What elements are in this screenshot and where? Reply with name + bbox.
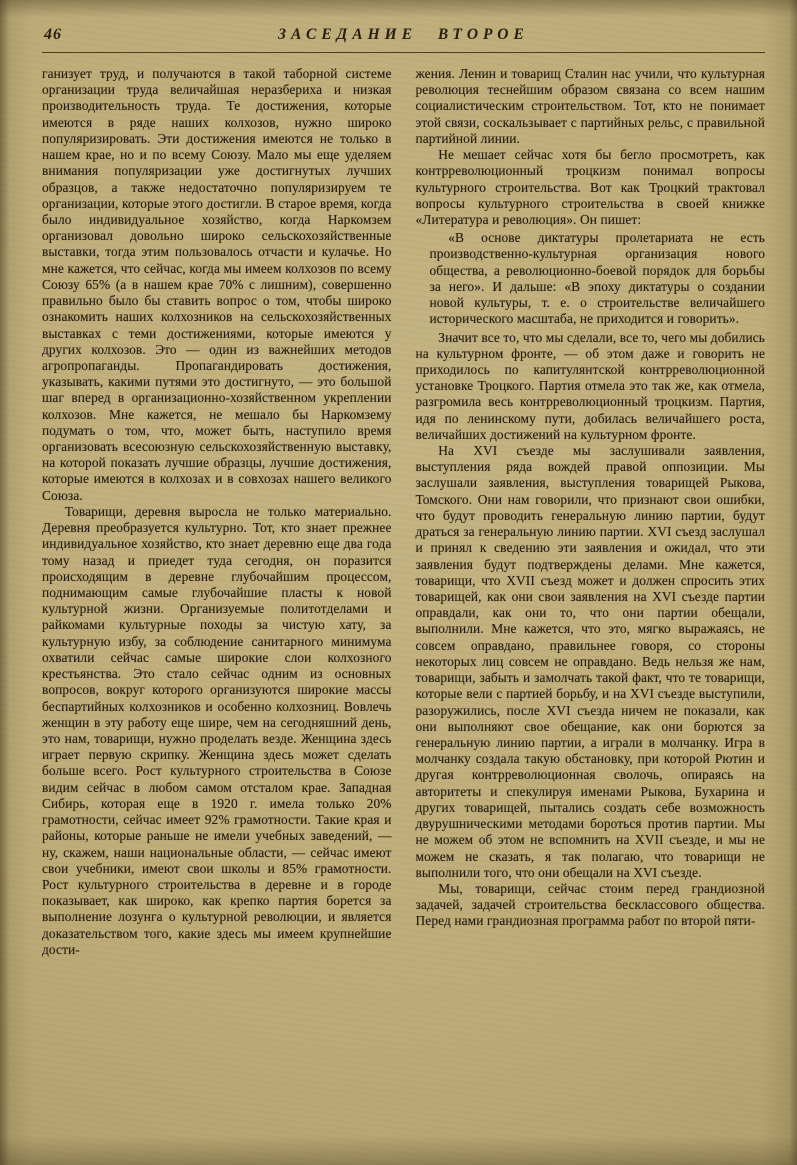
paragraph: Мы, товарищи, сейчас стоим перед грандиозной задачей, задачей строительства бесклассового общества. Перед нами грандиозная программа работ по второй пяти- <box>415 880 765 929</box>
paragraph: На XVI съезде мы заслушивали заявления, выступления ряда вождей правой оппозиции. Мы заслушали заявления, выступления товарищей Рыкова, Томского. Они нам говорили, что признают свои ошибки, что будут проводить генеральную линию партии, будут драться за генеральную линию партии. XVI съезд заслушал и принял к сведению эти заявления и ожидал, что эти заявления будут подтверждены делами. Мне кажется, товарищи, что XVII съезд может и должен спросить этих товарищей, как они свои заявления на XVI съезде партии оправдали, как они то, что они партии обещали, выполнили. Мне кажется, что это, мягко выражаясь, не совсем оправдано, правильнее говоря, со стороны некоторых лиц совсем не оправдано. Ведь нельзя же нам, товарищи, забыть и замолчать такой факт, что те товарищи, которые вели с партией борьбу, и на XVI съезде выступили, разоружились, после XVI съезда ничем не показали, как они выполняют свое обещание, как они борются за генеральную линию партии, а играли в молчанку. Игра в молчанку создала такую обстановку, при которой Рютин и другая контрреволюционная сволочь, опираясь на авторитеты и спекулируя именами Рыкова, Бухарина и других товарищей, пытались создать себе возможность двурушническими методами бороться против партии. Мы не можем об этом не вспомнить на XVII съезде, и мы не можем не сказать, я так полагаю, что товарищи не выполнили того, что они обещали на XVI съезде. <box>415 443 765 880</box>
right-column <box>416 66 766 958</box>
paragraph: жения. Ленин и товарищ Сталин нас учили, что культурная революция теснейшим образом связана со всем нашим социалистическим строительством. Тот, кто не понимает этой связи, соскальзывает с партийных рельс, с правильной партийной линии. <box>415 66 765 146</box>
page-header <box>42 24 765 48</box>
text-columns <box>42 66 765 958</box>
page-number: 46 <box>44 26 62 43</box>
paragraph: Не мешает сейчас хотя бы бегло просмотреть, как контрреволюционный троцкизм понимал вопросы культурного строительства. Вот как Троцкий трактовал вопросы культурного строительства в своей книжке «Литература и революция». Он пишет: <box>415 147 765 227</box>
paragraph: Значит все то, что мы сделали, все то, чего мы добились на культурном фронте, — об этом даже и говорить не приходилось по капитулянтской контрреволюционной установке Троцкого. Партия отмела это так же, как отмела, разгромила весь контрреволюционный троцкизм. Партия, идя по ленинскому пути, добилась величайшего роста, величайших достижений на культурном фронте. <box>415 329 765 442</box>
running-title: ЗАСЕДАНИЕ ВТОРОЕ <box>278 26 529 43</box>
header-rule <box>42 52 765 53</box>
paragraph: Товарищи, деревня выросла не только материально. Деревня преобразуется культурно. Тот, кто знает прежнее индивидуальное хозяйство, кто знает деревню еще два года тому назад и приедет туда сегодня, он поразится происходящим в деревне глубочайшим процессом, поднимающим самые глубочайшие пласты к новой культурной жизни. Организуемые политотделами и райкомами культурные походы за чистую хату, за культурную избу, за соблюдение санитарного минимума охватили сейчас самые широкие слои колхозного крестьянства. Это стало сейчас одним из основных вопросов, вокруг которого организуются широкие массы беспартийных колхозников и особенно колхозниц. Вовлечь женщин в эту работу еще шире, чем на сегодняшний день, это нам, товарищи, нужно проделать везде. Женщина здесь играет первую скрипку. Женщина здесь может сделать больше всего. Рост культурного строительства в Союзе видим сейчас в любом самом отсталом крае. Западная Сибирь, которая еще в 1920 г. имела только 20% грамотности, сейчас имеет 92% грамотности. Такие края и районы, которые раньше не имели учебных заведений, — ну, скажем, наши национальные области, — сейчас имеют свои учебники, имеют свои школы и 85% грамотности. Рост культурного строительства в деревне и в городе показывает, как широко, как крепко партия борется за выполнение лозунга о культурной революции, и является доказательством того, какие здесь мы имеем крупнейшие дости- <box>42 503 392 957</box>
left-column <box>42 66 392 958</box>
paragraph: ганизует труд, и получаются в такой таборной системе организации труда величайшая неразбериха и низкая производительность труда. Те достижения, которые имеются в ряде наших колхозов, нужно широко популяризировать. Эти достижения имеются не только в нашем крае, но и по всему Союзу. Мало мы еще уделяем внимания популяризации уже достигнутых лучших образцов, а также недостаточно популяризируем те организации, которые этого достигли. В старое время, когда было индивидуальное хозяйство, когда Наркомзем организовал довольно широко сельскохозяйственные выставки, тогда этим пользовалось отчасти и кулачье. Но мне кажется, что сейчас, когда мы имеем колхозов по всему Союзу 65% (а в нашем крае 70% с лишним), совершенно правильно было бы ставить вопрос о том, чтобы широко ознакомить наших колхозников на сельскохозяйственных выставках с теми достижениями, которые имеются у других колхозов. Это — один из важнейших методов агропропаганды. Пропагандировать достижения, указывать, какими путями это достигнуто, — это большой шаг вперед в организационно-хозяйственном укреплении колхозов. Мне кажется, не мешало бы Наркомзему подумать о том, что, может быть, наступило время организовать всесоюзную сельскохозяйственную выставку, на которой показать лучшие образцы, лучшие достижения, которые имеются в колхозах и в совхозах нашего великого Союза. <box>42 66 392 503</box>
quote-paragraph: «В основе диктатуры пролетариата не есть производственно-культурная организация нового общества, а революционно-боевой порядок для борьбы за него». И дальше: «В эпоху диктатуры о создании новой культуры, т. е. о строительстве величайшего исторического масштаба, не приходится и говорить». <box>429 230 765 327</box>
